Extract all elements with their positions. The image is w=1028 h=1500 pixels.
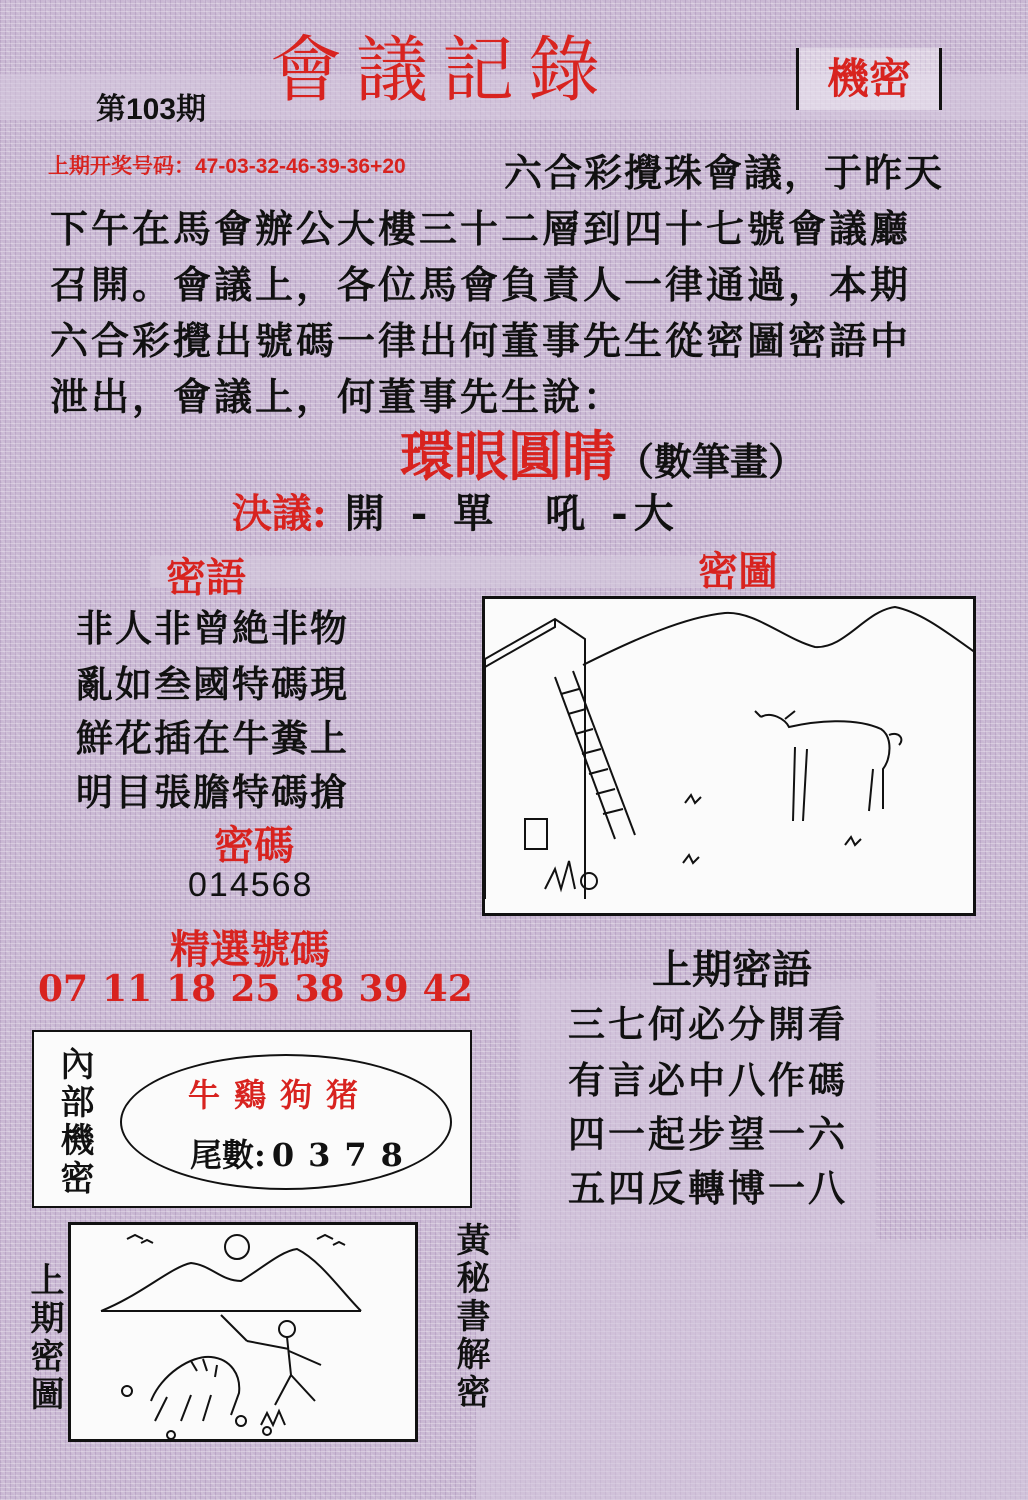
inner-secret-oval: [120, 1054, 452, 1190]
secret-code-value: 014568: [188, 866, 314, 904]
goat-ladder-mountain-icon: [485, 599, 976, 916]
meeting-line-5: 泄出，會議上，何董事先生說：: [50, 374, 625, 419]
key-phrase-note: （數筆畫）: [616, 439, 807, 484]
tail-numbers: [190, 1130, 417, 1176]
last-secret-line-4: 五四反轉博一八: [568, 1166, 848, 1210]
secret-words-line-2: 亂如叁國特碼現: [76, 662, 349, 706]
secret-picture: [482, 596, 976, 916]
key-phrase-text: 環眼圓睛: [400, 424, 616, 488]
inner-secret-label: 內部機密: [54, 1046, 94, 1198]
secret-picture-heading: 密圖: [698, 548, 778, 595]
decision-label: 決議:: [232, 490, 327, 537]
tail-digits: 0378: [271, 1136, 417, 1174]
number-ball: 18: [166, 968, 217, 1010]
number-ball: 38: [294, 968, 345, 1010]
bottom-plain-area: [476, 1240, 1028, 1500]
meeting-line-2: 下午在馬會辦公大樓三十二層到四十七號會議廳: [50, 206, 912, 251]
secret-code-heading: 密碼: [214, 822, 294, 869]
number-ball: 07: [38, 968, 89, 1010]
last-draw-numbers: 上期开奖号码：47-03-32-46-39-36+20: [48, 155, 406, 178]
secret-words-line-1: 非人非曾絶非物: [76, 606, 349, 650]
secret-words-line-3: 鮮花插在牛糞上: [76, 716, 349, 760]
key-phrase: [400, 414, 806, 491]
number-ball: 39: [358, 968, 409, 1010]
number-ball: 11: [102, 968, 153, 1010]
secret-words-heading: 密語: [166, 554, 246, 601]
meeting-line-1: 六合彩攪珠會議，于昨天: [504, 150, 945, 195]
issue-number: 第103期: [96, 93, 207, 126]
zodiac-list: 牛鷄狗猪: [188, 1076, 373, 1114]
last-secret-line-3: 四一起步望一六: [568, 1112, 848, 1156]
confidential-badge: 機密: [796, 48, 942, 110]
last-picture: [68, 1222, 418, 1442]
meeting-line-4: 六合彩攪出號碼一律出何董事先生從密圖密語中: [50, 318, 912, 363]
selected-numbers-heading: 精選號碼: [170, 926, 330, 973]
secret-words-line-4: 明目張膽特碼搶: [76, 770, 349, 814]
inner-secret-box: [32, 1030, 472, 1208]
last-secret-line-2: 有言必中八作碼: [568, 1058, 848, 1102]
last-secret-words-heading: 上期密語: [652, 946, 812, 993]
tiger-hunter-mountain-icon: [71, 1225, 418, 1442]
number-ball: 42: [422, 968, 473, 1010]
number-ball: 25: [230, 968, 281, 1010]
last-picture-label: 上期密圖: [24, 1262, 64, 1414]
decision-value: 開 - 單 吼 -大: [344, 490, 680, 537]
meeting-line-3: 召開。會議上，各位馬會負責人一律通過，本期: [50, 262, 912, 307]
last-secret-line-1: 三七何必分開看: [568, 1002, 848, 1046]
secretary-label: 黃秘書解密: [450, 1222, 490, 1412]
tail-label: 尾數:: [190, 1136, 266, 1174]
decision: [232, 482, 680, 539]
page-title: 會議記錄: [270, 28, 615, 112]
selected-numbers: [38, 968, 487, 1010]
